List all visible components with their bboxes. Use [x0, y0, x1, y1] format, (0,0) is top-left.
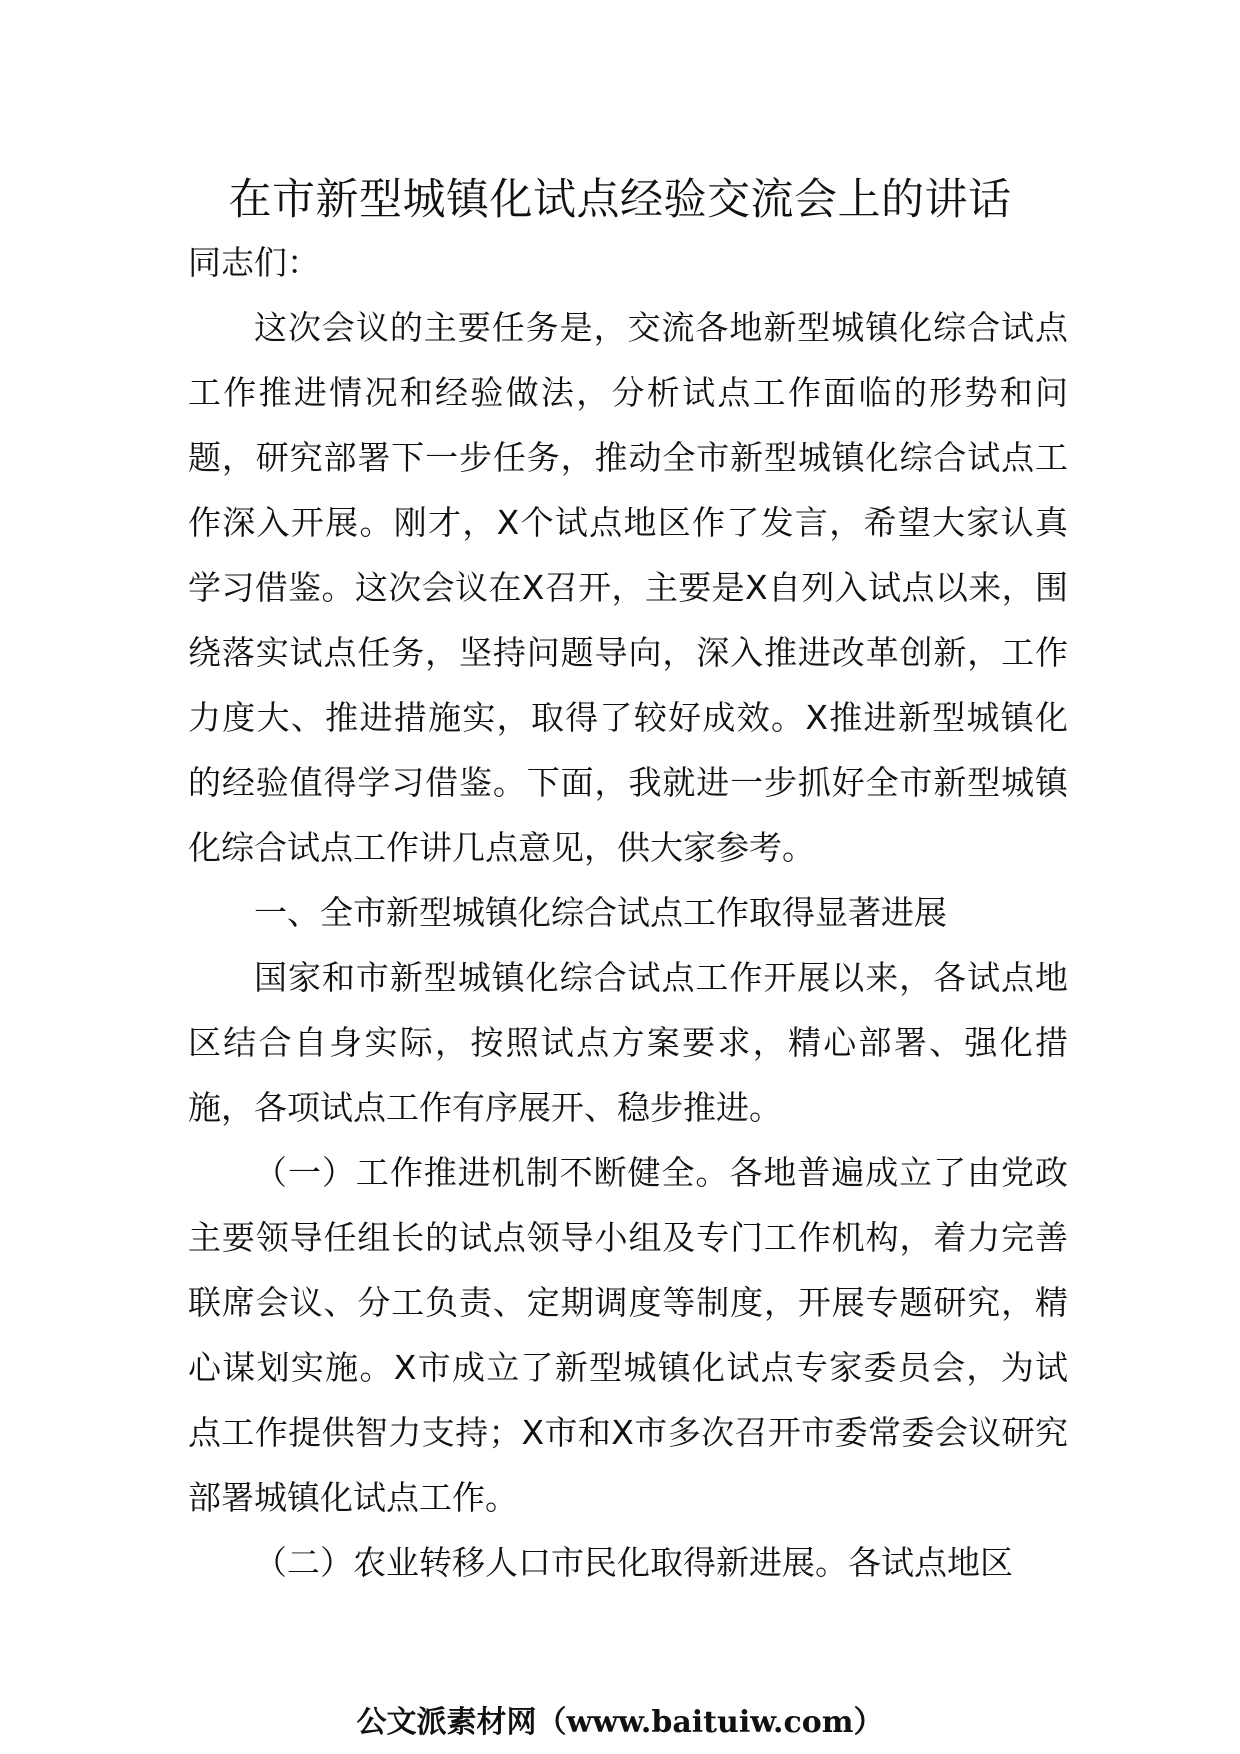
section-heading: 一、全市新型城镇化综合试点工作取得显著进展	[254, 893, 947, 932]
document-body	[188, 230, 1068, 1595]
paragraph-migration: （二）农业转移人口市民化取得新进展。各试点地区	[254, 1543, 1013, 1582]
paragraph-mechanism: （一）工作推进机制不断健全。各地普遍成立了由党政主要领导任组长的试点领导小组及专门工作机构，着力完善联席会议、分工负责、定期调度等制度，开展专题研究，精心谋划实施。X市成立了新型城镇化试点专家委员会，为试点工作提供智力支持；X市和X市多次召开市委常委会议研究部署城镇化试点工作。	[188, 1153, 1068, 1517]
document-title: 在市新型城镇化试点经验交流会上的讲话	[228, 175, 1012, 225]
footer-watermark: 公文派素材网（www.baituiw.com）	[356, 1705, 884, 1740]
paragraph-intro: 这次会议的主要任务是，交流各地新型城镇化综合试点工作推进情况和经验做法，分析试点工作面临的形势和问题，研究部署下一步任务，推动全市新型城镇化综合试点工作深入开展。刚才，X个试点地区作了发言，希望大家认真学习借鉴。这次会议在X召开，主要是X自列入试点以来，围绕落实试点任务，坚持问题导向，深入推进改革创新，工作力度大、推进措施实，取得了较好成效。X推进新型城镇化的经验值得学习借鉴。下面，我就进一步抓好全市新型城镇化综合试点工作讲几点意见，供大家参考。	[188, 308, 1068, 867]
salutation: 同志们：	[188, 243, 320, 282]
paragraph-progress: 国家和市新型城镇化综合试点工作开展以来，各试点地区结合自身实际，按照试点方案要求，精心部署、强化措施，各项试点工作有序展开、稳步推进。	[188, 958, 1068, 1127]
